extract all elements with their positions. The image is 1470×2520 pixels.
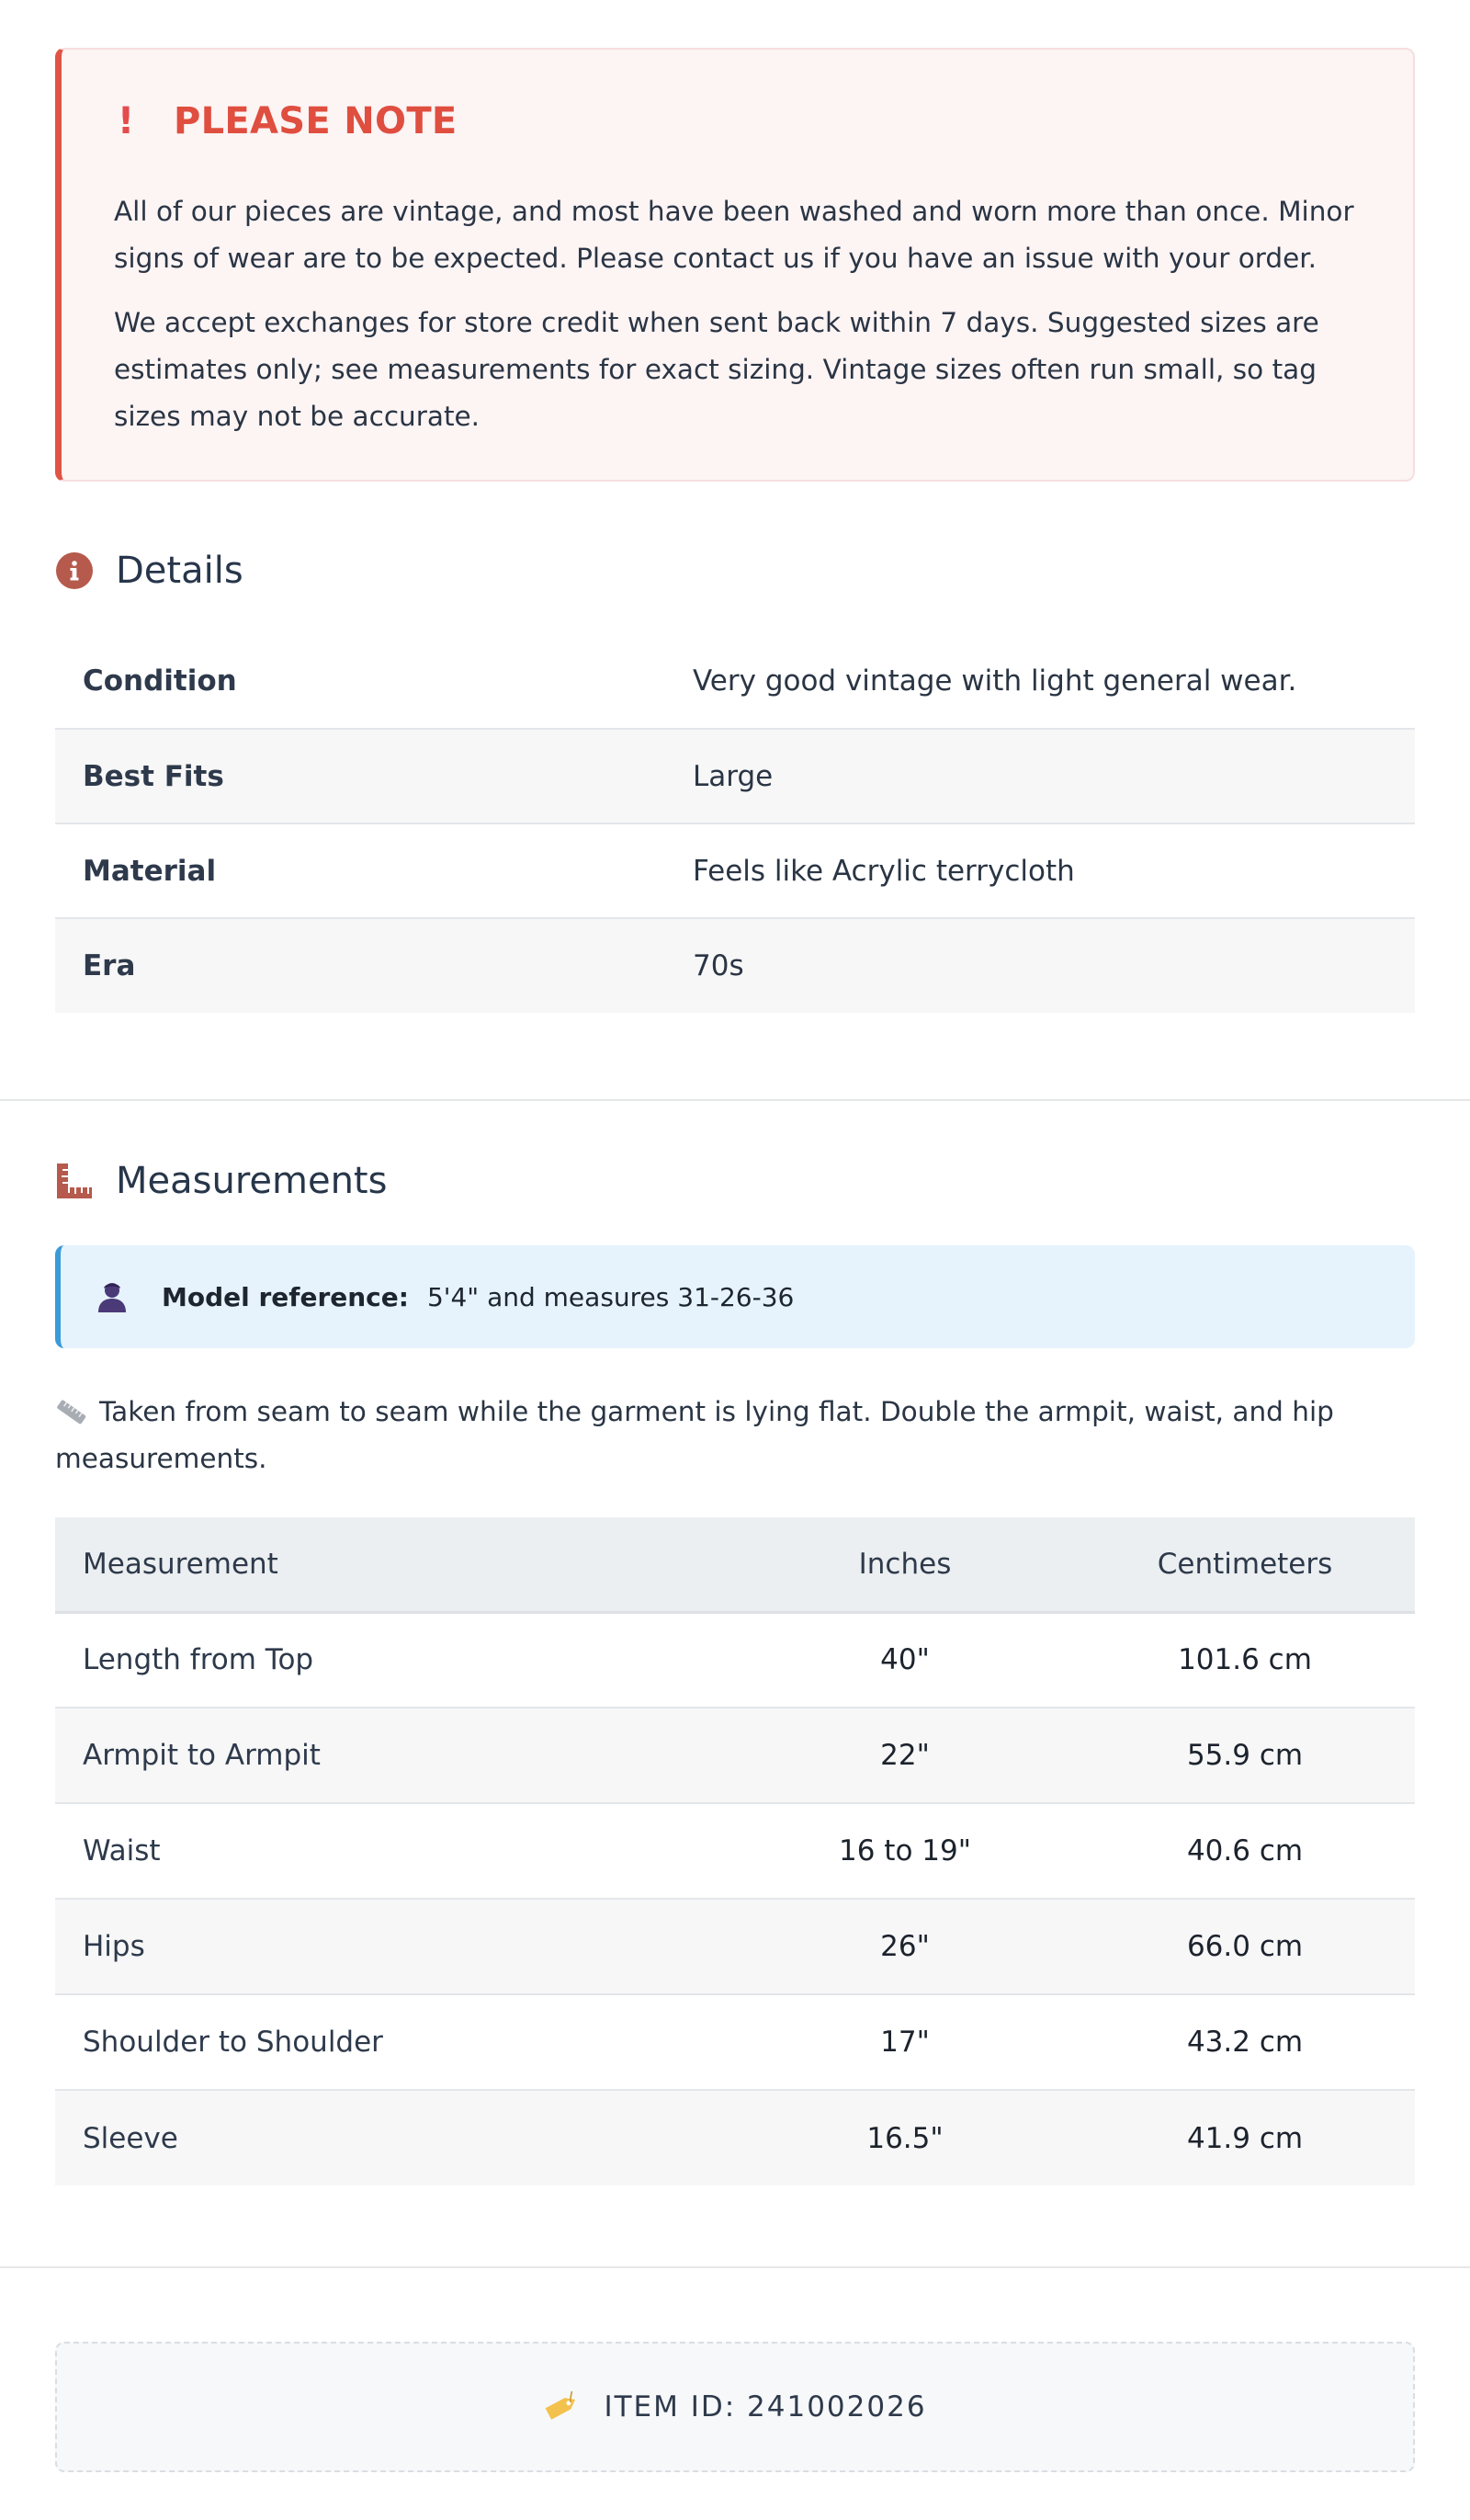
- detail-value: Feels like Acrylic terrycloth: [665, 823, 1415, 918]
- column-header: Measurement: [55, 1517, 735, 1612]
- table-row: [55, 729, 1415, 823]
- measurement-name: Armpit to Armpit: [55, 1708, 735, 1803]
- detail-label: Material: [55, 823, 665, 918]
- measurement-inches: 16 to 19": [735, 1803, 1075, 1899]
- measurement-name: Sleeve: [55, 2090, 735, 2185]
- detail-label: Era: [55, 918, 665, 1013]
- detail-value: 70s: [665, 918, 1415, 1013]
- model-reference-label: Model reference:: [162, 1281, 409, 1312]
- ruler-icon: [55, 1162, 94, 1200]
- measurement-inches: 16.5": [735, 2090, 1075, 2185]
- column-header: Centimeters: [1075, 1517, 1415, 1612]
- measurement-inches: 26": [735, 1899, 1075, 1994]
- item-id-label: ITEM ID: 241002026: [604, 2390, 927, 2424]
- measurement-note: [55, 1389, 1378, 1482]
- measurements-title: Measurements: [116, 1160, 388, 1202]
- person-icon: [96, 1280, 129, 1313]
- detail-value: Large: [665, 729, 1415, 823]
- measurement-name: Waist: [55, 1803, 735, 1899]
- detail-value: Very good vintage with light general wear.: [665, 634, 1415, 729]
- table-row: [55, 1994, 1415, 2090]
- notice-header: [115, 100, 458, 142]
- table-row: [55, 1708, 1415, 1803]
- item-id-box: [55, 2342, 1415, 2472]
- measurement-cm: 66.0 cm: [1075, 1899, 1415, 1994]
- model-reference-value: 5'4" and measures 31-26-36: [426, 1281, 795, 1312]
- notice-paragraph-1: All of our pieces are vintage, and most have been washed and worn more than once. Minor signs of wear are to be expected. Please contact us if you have an issue with your order.: [114, 196, 1354, 274]
- measurement-inches: 40": [735, 1612, 1075, 1708]
- measurement-name: Shoulder to Shoulder: [55, 1994, 735, 2090]
- table-row: [55, 1803, 1415, 1899]
- measurement-cm: 55.9 cm: [1075, 1708, 1415, 1803]
- details-table: [55, 634, 1415, 1013]
- table-row: [55, 2090, 1415, 2185]
- section-divider: [0, 2266, 1470, 2268]
- measurement-name: Hips: [55, 1899, 735, 1994]
- measurement-cm: 41.9 cm: [1075, 2090, 1415, 2185]
- tag-icon: [543, 2391, 580, 2423]
- column-header: Inches: [735, 1517, 1075, 1612]
- ruler-icon: [55, 1392, 88, 1418]
- notice-paragraph-2: We accept exchanges for store credit when sent back within 7 days. Suggested sizes are estimates only; see measurements for exact sizing. Vintage sizes often run small, so tag sizes may not be accurate.: [114, 307, 1319, 432]
- table-row: [55, 823, 1415, 918]
- info-circle-icon: [55, 551, 94, 590]
- details-title: Details: [116, 550, 243, 592]
- model-reference: [55, 1245, 1415, 1348]
- table-row: [55, 634, 1415, 729]
- notice-title: PLEASE NOTE: [174, 100, 458, 142]
- section-divider: [0, 1099, 1470, 1101]
- measurement-name: Length from Top: [55, 1612, 735, 1708]
- table-header-row: [55, 1517, 1415, 1612]
- details-header: [55, 551, 243, 590]
- measurement-inches: 17": [735, 1994, 1075, 2090]
- table-row: [55, 918, 1415, 1013]
- measurements-header: [55, 1162, 387, 1200]
- detail-label: Condition: [55, 634, 665, 729]
- detail-label: Best Fits: [55, 729, 665, 823]
- measurement-note-text: Taken from seam to seam while the garment is lying flat. Double the armpit, waist, and hip measurements.: [55, 1396, 1334, 1474]
- please-note-box: [55, 48, 1415, 482]
- measurement-cm: 101.6 cm: [1075, 1612, 1415, 1708]
- measurement-inches: 22": [735, 1708, 1075, 1803]
- measurement-cm: 40.6 cm: [1075, 1803, 1415, 1899]
- measurements-table: [55, 1517, 1415, 2185]
- table-row: [55, 1899, 1415, 1994]
- measurement-cm: 43.2 cm: [1075, 1994, 1415, 2090]
- table-row: [55, 1612, 1415, 1708]
- exclamation-icon: !: [117, 100, 135, 142]
